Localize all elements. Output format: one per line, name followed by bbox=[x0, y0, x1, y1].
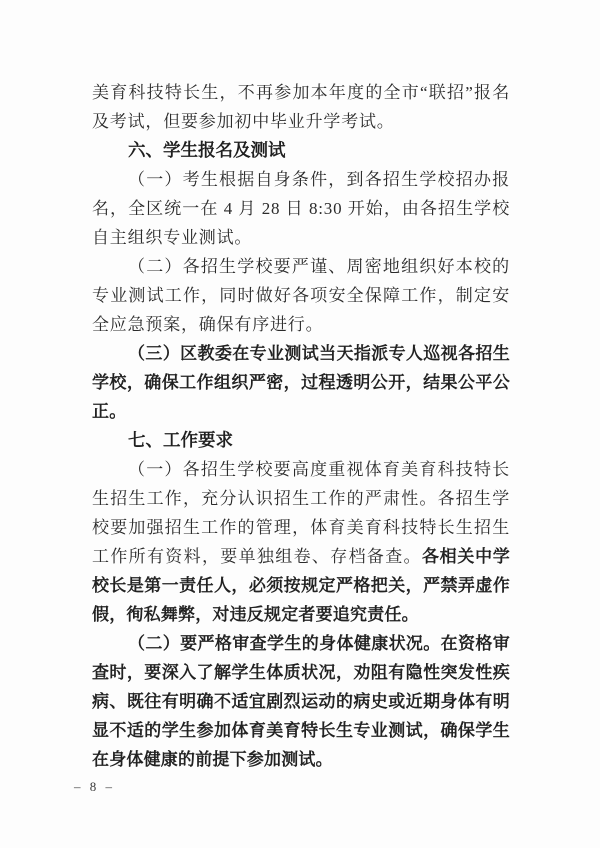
document-body bbox=[92, 78, 510, 774]
text-run-serif: （一）各招生学校要高度重视体育美育科技特长生招生工作，充分认识招生工作的严肃性。各招生学校要加强招生工作的管理，体育美育科技特长生招生工作所有资料，要单独组卷、存档备查。 bbox=[92, 460, 510, 566]
page-number: – 8 – bbox=[74, 779, 115, 794]
paragraph bbox=[92, 252, 510, 339]
paragraph bbox=[92, 78, 510, 136]
paragraph bbox=[92, 629, 510, 774]
text-run-serif: （二）各招生学校要严谨、周密地组织好本校的专业测试工作，同时做好各项安全保障工作，制定安全应急预案，确保有序进行。 bbox=[92, 257, 510, 334]
section-heading bbox=[92, 426, 510, 455]
text-run-sans: 各相关中学校长是第一责任人，必须按规定严格把关，严禁弄虚作假，徇私舞弊，对违反规定者要追究责任。 bbox=[92, 547, 510, 624]
paragraph bbox=[92, 165, 510, 252]
section-heading bbox=[92, 136, 510, 165]
text-run-sans: （二）要严格审查学生的身体健康状况。在资格审查时，要深入了解学生体质状况，劝阻有隐性突发性疾病、既往有明确不适宜剧烈运动的病史或近期身体有明显不适的学生参加体育美育特长生专业测试，确保学生在身体健康的前提下参加测试。 bbox=[92, 634, 510, 769]
text-run-serif: 美育科技特长生，不再参加本年度的全市“联招”报名及考试，但要参加初中毕业升学考试。 bbox=[92, 83, 510, 131]
paragraph bbox=[92, 455, 510, 629]
text-run-heading: 六、学生报名及测试 bbox=[128, 140, 286, 160]
paragraph bbox=[92, 339, 510, 426]
text-run-heading: 七、工作要求 bbox=[128, 430, 233, 450]
page-footer bbox=[74, 779, 115, 795]
text-run-sans: （三）区教委在专业测试当天指派专人巡视各招生学校，确保工作组织严密，过程透明公开，结果公平公正。 bbox=[92, 344, 510, 421]
text-run-serif: （一）考生根据自身条件，到各招生学校招办报名，全区统一在 4 月 28 日 8:30 开始，由各招生学校自主组织专业测试。 bbox=[92, 170, 510, 247]
